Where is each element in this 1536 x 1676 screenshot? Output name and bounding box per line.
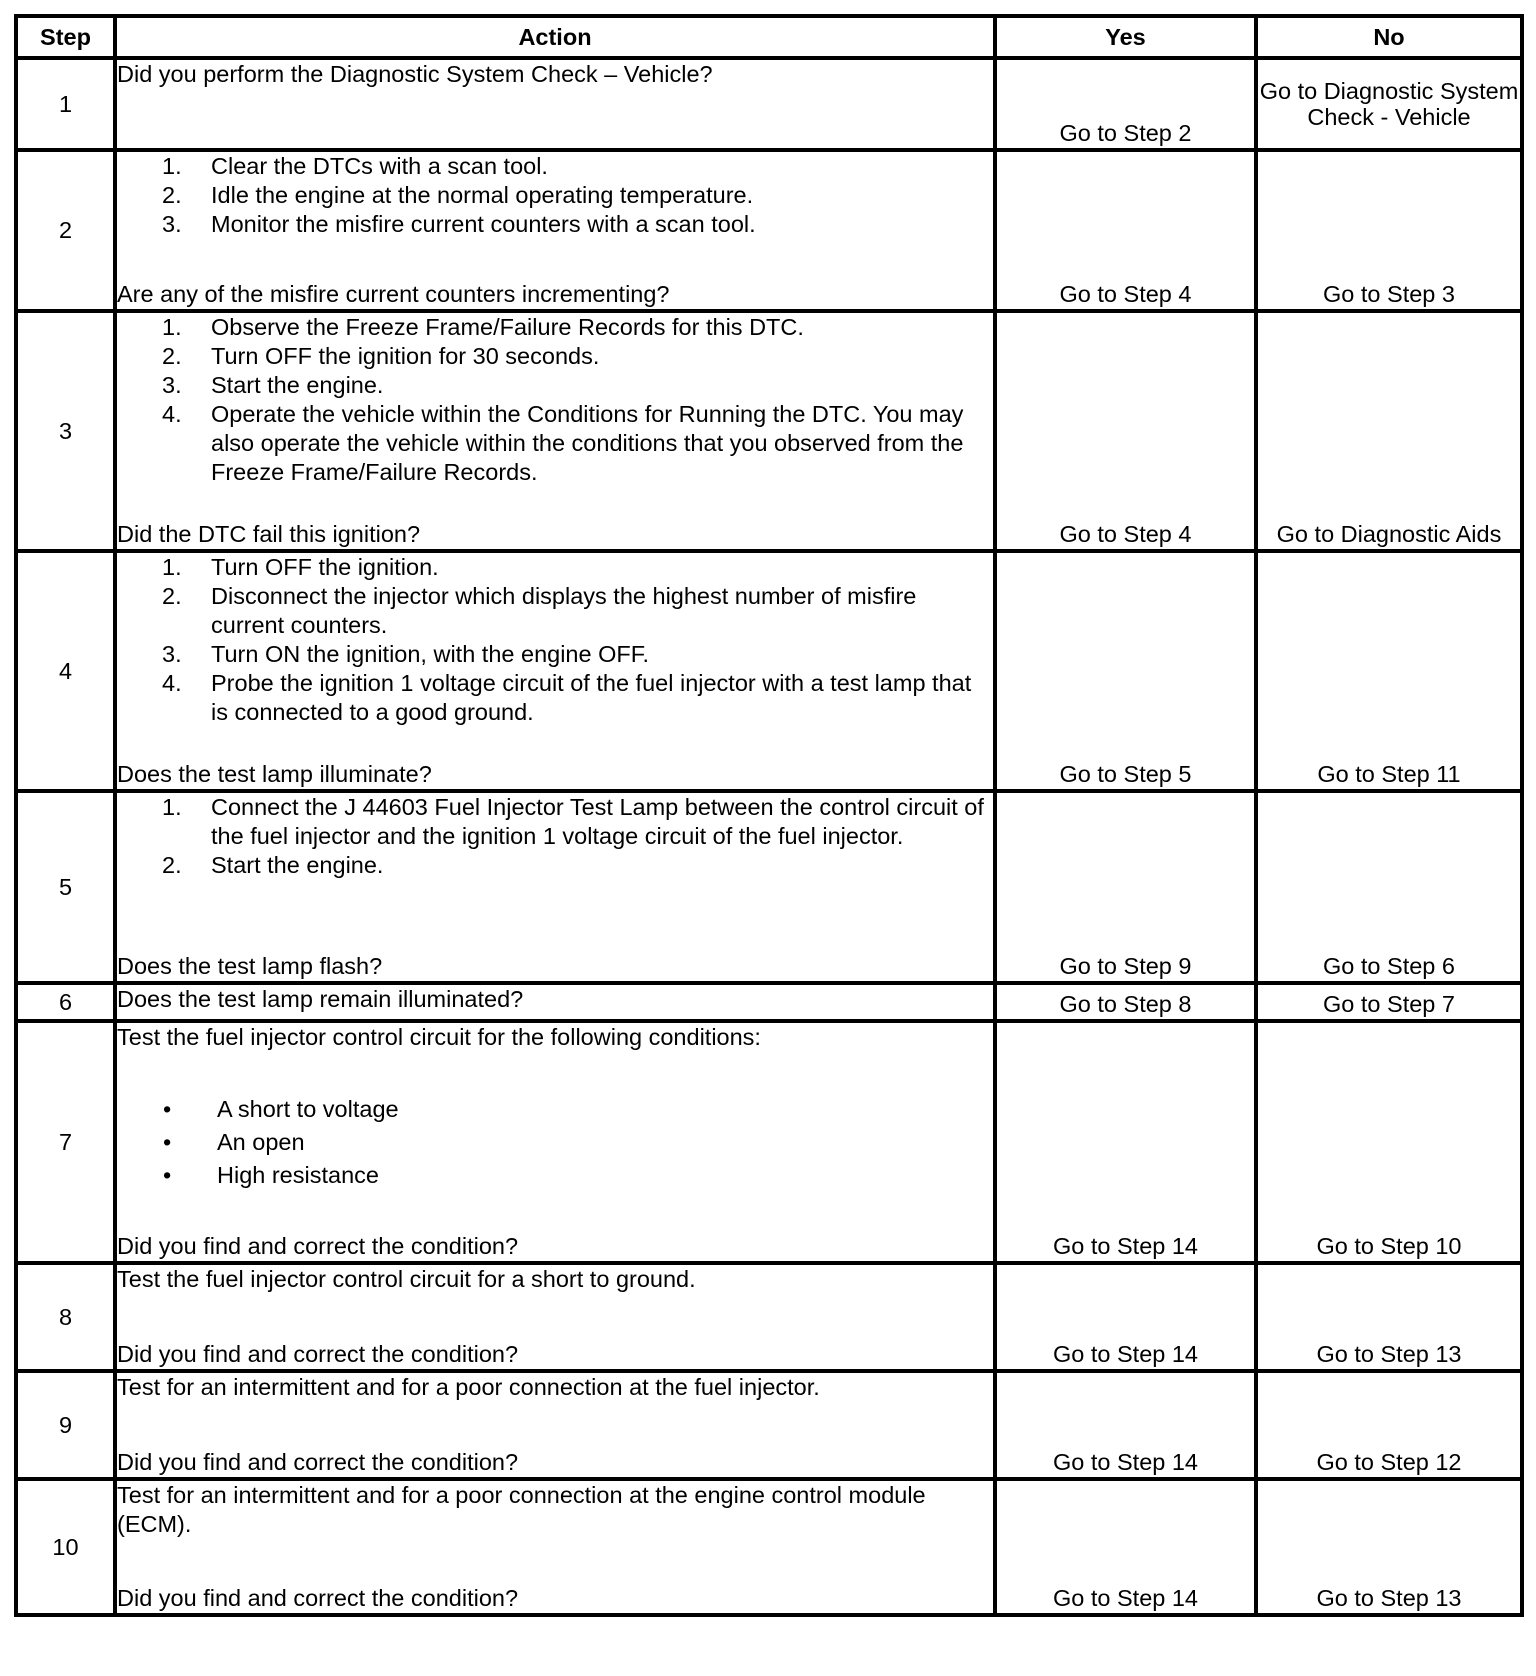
no-cell: Go to Step 10	[1256, 1021, 1522, 1263]
step-number: 2	[16, 150, 115, 311]
action-question: Did you find and correct the condition?	[117, 1585, 519, 1611]
step-number: 8	[16, 1263, 115, 1371]
list-item: 1. Turn OFF the ignition.	[162, 554, 439, 580]
table-row	[16, 1371, 1522, 1479]
no-cell: Go to Step 6	[1256, 791, 1522, 983]
list-item: • An open	[117, 1126, 993, 1159]
yes-cell: Go to Step 9	[995, 791, 1256, 983]
action-question: Does the test lamp illuminate?	[117, 761, 432, 787]
action-steps	[117, 553, 993, 727]
yes-cell: Go to Step 5	[995, 551, 1256, 791]
bullet-icon: •	[163, 1095, 172, 1122]
no-cell: Go to Step 13	[1256, 1479, 1522, 1615]
table-row	[16, 1479, 1522, 1615]
yes-cell: Go to Step 8	[995, 983, 1256, 1021]
yes-cell: Go to Step 14	[995, 1479, 1256, 1615]
list-item: 2. Disconnect the injector which displays the highest number of misfire current counters.	[162, 583, 917, 638]
step-number: 1	[16, 58, 115, 150]
yes-cell: Go to Step 2	[995, 58, 1256, 150]
header-row	[16, 16, 1522, 58]
list-item: 2. Idle the engine at the normal operating temperature.	[162, 182, 754, 208]
yes-cell: Go to Step 4	[995, 150, 1256, 311]
no-cell: Go to Step 11	[1256, 551, 1522, 791]
list-item: 1. Connect the J 44603 Fuel Injector Test Lamp between the control circuit of the fuel injector and the ignition 1 voltage circuit of the fuel injector.	[162, 794, 984, 849]
action-question: Did you find and correct the condition?	[117, 1341, 519, 1367]
table-row	[16, 551, 1522, 791]
action-steps	[117, 313, 993, 487]
condition-list	[117, 1093, 993, 1192]
no-cell: Go to Step 7	[1256, 983, 1522, 1021]
no-cell: Go to Step 12	[1256, 1371, 1522, 1479]
bullet-icon: •	[163, 1128, 172, 1155]
action-cell	[115, 1263, 995, 1371]
table-row	[16, 1021, 1522, 1263]
action-intro: Test the fuel injector control circuit for the following conditions:	[117, 1024, 761, 1050]
diagnostic-table	[14, 14, 1524, 1617]
list-item: 3. Start the engine.	[162, 372, 384, 398]
action-question: Does the test lamp flash?	[117, 953, 383, 979]
list-item: 4. Operate the vehicle within the Conditions for Running the DTC. You may also operate the vehicle within the conditions that you observed from the Freeze Frame/Failure Records.	[162, 401, 964, 485]
action-question: Did you find and correct the condition?	[117, 1233, 519, 1259]
yes-cell: Go to Step 4	[995, 311, 1256, 551]
action-cell	[115, 311, 995, 551]
yes-cell: Go to Step 14	[995, 1263, 1256, 1371]
step-number: 7	[16, 1021, 115, 1263]
step-number: 6	[16, 983, 115, 1021]
yes-cell: Go to Step 14	[995, 1371, 1256, 1479]
action-cell	[115, 58, 995, 150]
step-number: 3	[16, 311, 115, 551]
action-cell	[115, 1479, 995, 1615]
action-question: Does the test lamp remain illuminated?	[117, 986, 524, 1012]
action-cell	[115, 1021, 995, 1263]
no-cell: Go to Diagnostic System Check - Vehicle	[1256, 58, 1522, 150]
list-item: 1. Observe the Freeze Frame/Failure Records for this DTC.	[162, 314, 804, 340]
action-intro: Test for an intermittent and for a poor connection at the engine control module (ECM).	[117, 1482, 926, 1537]
header-no: No	[1256, 16, 1522, 58]
step-number: 5	[16, 791, 115, 983]
action-cell	[115, 551, 995, 791]
step-number: 10	[16, 1479, 115, 1615]
table-row	[16, 1263, 1522, 1371]
header-action: Action	[115, 16, 995, 58]
bullet-icon: •	[163, 1161, 172, 1188]
action-question: Did the DTC fail this ignition?	[117, 521, 421, 547]
list-item: 1. Clear the DTCs with a scan tool.	[162, 153, 548, 179]
action-steps	[117, 152, 993, 239]
action-intro: Test for an intermittent and for a poor connection at the fuel injector.	[117, 1374, 820, 1400]
step-number: 4	[16, 551, 115, 791]
action-question: Did you perform the Diagnostic System Check – Vehicle?	[117, 61, 713, 87]
list-item: 3. Monitor the misfire current counters with a scan tool.	[162, 211, 756, 237]
action-cell	[115, 983, 995, 1021]
action-intro: Test the fuel injector control circuit for a short to ground.	[117, 1266, 696, 1292]
no-cell: Go to Step 13	[1256, 1263, 1522, 1371]
header-step: Step	[16, 16, 115, 58]
list-item: 2. Start the engine.	[162, 852, 384, 878]
table-row	[16, 311, 1522, 551]
action-question: Did you find and correct the condition?	[117, 1449, 519, 1475]
action-question: Are any of the misfire current counters incrementing?	[117, 281, 670, 307]
table-row	[16, 58, 1522, 150]
action-steps	[117, 793, 993, 880]
list-item: 4. Probe the ignition 1 voltage circuit of the fuel injector with a test lamp that is connected to a good ground.	[162, 670, 972, 725]
yes-cell: Go to Step 14	[995, 1021, 1256, 1263]
header-yes: Yes	[995, 16, 1256, 58]
list-item: 2. Turn OFF the ignition for 30 seconds.	[162, 343, 600, 369]
step-number: 9	[16, 1371, 115, 1479]
table-row	[16, 150, 1522, 311]
table-row	[16, 791, 1522, 983]
action-cell	[115, 1371, 995, 1479]
action-cell	[115, 150, 995, 311]
list-item: • High resistance	[117, 1159, 993, 1192]
list-item: 3. Turn ON the ignition, with the engine OFF.	[162, 641, 650, 667]
action-cell	[115, 791, 995, 983]
no-cell: Go to Step 3	[1256, 150, 1522, 311]
no-cell: Go to Diagnostic Aids	[1256, 311, 1522, 551]
table-row	[16, 983, 1522, 1021]
list-item: • A short to voltage	[117, 1093, 993, 1126]
